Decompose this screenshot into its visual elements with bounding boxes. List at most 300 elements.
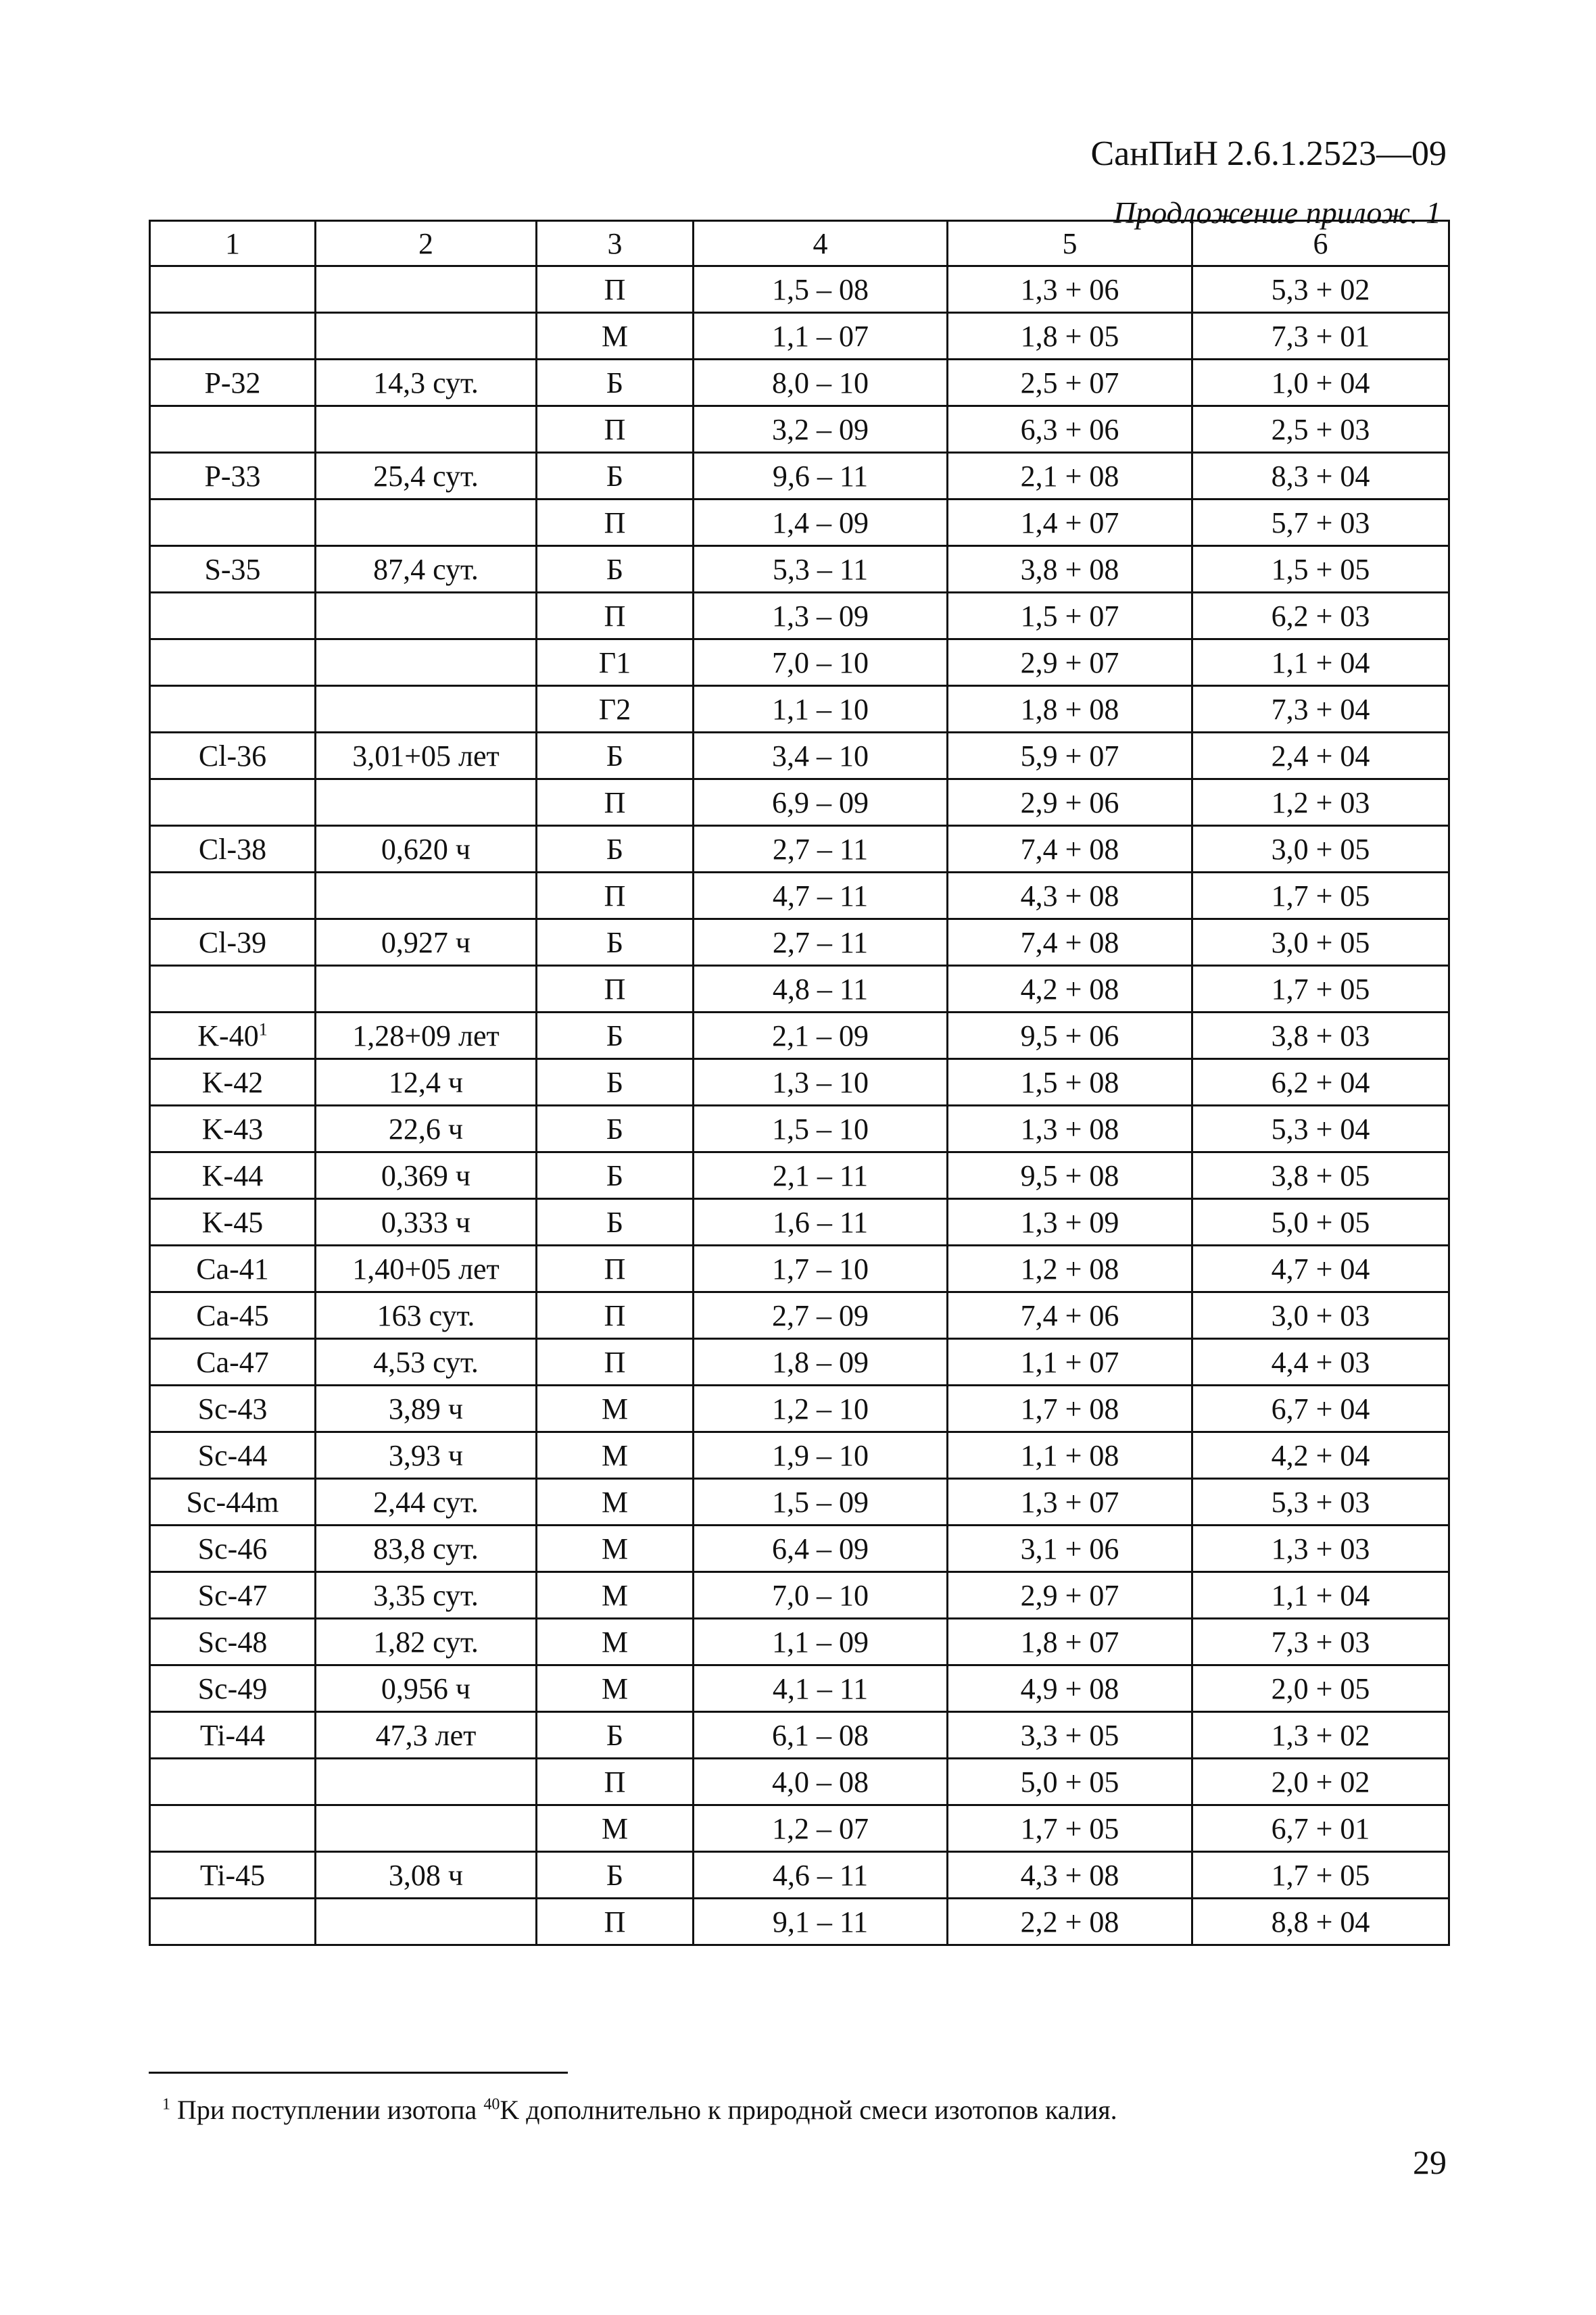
intake-type-cell [537,593,694,639]
half-life-cell-text: 87,4 сут. [373,552,479,586]
column-5-value [948,1013,1192,1059]
intake-type-cell-text: Б [606,459,624,493]
isotope-cell-text: Sc-44 [197,1438,268,1472]
half-life-cell [316,733,537,779]
column-4-value [694,1759,948,1805]
half-life-cell [316,1852,537,1899]
column-6-value [1192,1665,1449,1712]
half-life-cell-text: 3,89 ч [388,1392,464,1425]
footnote-marker: 1 [162,2095,170,2114]
column-6-value [1192,360,1449,406]
column-5-value [948,873,1192,919]
column-5-value-text: 1,2 + 08 [1020,1252,1119,1286]
isotope-cell-text: Ti-44 [199,1718,266,1752]
column-6-value-text: 2,5 + 03 [1271,412,1370,446]
isotope-cell-text: K-45 [201,1205,264,1239]
column-5-value [948,1432,1192,1479]
isotope-cell [150,1199,316,1246]
table-row [150,593,1449,639]
isotope-cell-text: Ca-41 [196,1252,269,1286]
column-5-value-text: 7,4 + 06 [1020,1298,1119,1332]
table-row [150,1572,1449,1619]
intake-type-cell-text: Б [606,1112,624,1146]
column-6-value-text: 4,7 + 04 [1271,1252,1370,1286]
column-6-value [1192,546,1449,593]
column-5-value [948,826,1192,873]
column-6-value [1192,873,1449,919]
half-life-cell-text: 0,333 ч [381,1205,471,1239]
half-life-cell [316,966,537,1013]
table-row [150,1013,1449,1059]
column-5-value [948,546,1192,593]
column-5-value-text: 1,1 + 08 [1020,1438,1119,1472]
column-5-value [948,313,1192,360]
column-4-value-text: 4,0 – 08 [772,1765,869,1799]
isotope-cell [150,1386,316,1432]
column-5-value [948,499,1192,546]
intake-type-cell [537,1292,694,1339]
isotope-cell-text: K-40 [197,1019,259,1052]
isotope-cell [150,779,316,826]
table-row [150,1712,1449,1759]
column-6-value-text: 1,7 + 05 [1271,1858,1370,1892]
column-6-value [1192,1106,1449,1152]
column-5-value-text: 2,2 + 08 [1020,1905,1119,1939]
column-6-value [1192,826,1449,873]
isotope-cell [150,1432,316,1479]
column-6-value [1192,1759,1449,1805]
column-6-value-text: 2,0 + 05 [1271,1672,1370,1705]
column-4-value-text: 2,7 – 09 [772,1298,869,1332]
column-6-value [1192,1059,1449,1106]
table-body [150,266,1449,1945]
half-life-cell-text: 163 сут. [377,1298,475,1332]
intake-type-cell-text: П [604,599,626,633]
intake-type-cell-text: Б [606,925,624,959]
column-4-value-text: 1,4 – 09 [772,506,869,539]
intake-type-cell-text: Г1 [598,645,631,679]
isotope-cell-text: K-44 [201,1159,264,1192]
column-6-value [1192,919,1449,966]
isotope-cell [150,1572,316,1619]
intake-type-cell-text: Б [606,739,624,773]
column-5-value-text: 6,3 + 06 [1020,412,1119,446]
column-5-value-text: 4,3 + 08 [1020,879,1119,912]
isotope-cell [150,1526,316,1572]
isotope-cell [150,966,316,1013]
intake-type-cell [537,1199,694,1246]
column-4-value-text: 1,1 – 07 [772,319,869,353]
intake-type-cell-text: М [601,1392,629,1425]
column-6-value-text: 2,0 + 02 [1271,1765,1370,1799]
column-5-value-text: 1,4 + 07 [1020,506,1119,539]
half-life-cell-text: 0,620 ч [381,832,471,866]
document-code: СанПиН 2.6.1.2523—09 [1090,135,1447,173]
column-6-value [1192,966,1449,1013]
half-life-cell [316,1805,537,1852]
intake-type-cell-text: Б [606,1718,624,1752]
intake-type-cell-text: Г2 [598,692,631,726]
table-row [150,1665,1449,1712]
column-6-value-text: 3,0 + 05 [1271,925,1370,959]
half-life-cell [316,1759,537,1805]
isotope-cell-text: P-33 [204,459,261,493]
intake-type-cell [537,266,694,313]
column-4-value [694,1665,948,1712]
column-5-value-text: 3,1 + 06 [1020,1532,1119,1565]
column-4-value-text: 1,9 – 10 [772,1438,869,1472]
intake-type-cell [537,966,694,1013]
column-5-value [948,919,1192,966]
isotope-cell-text: S-35 [204,552,261,586]
table-row [150,1759,1449,1805]
column-4-value-text: 6,4 – 09 [772,1532,869,1565]
column-4-value-text: 2,1 – 11 [772,1159,869,1192]
column-4-value-text: 1,3 – 09 [772,599,869,633]
isotope-cell-text: Ca-45 [196,1298,269,1332]
table-row [150,1106,1449,1152]
isotope-cell-text: Ti-45 [199,1858,266,1892]
column-5-value [948,1152,1192,1199]
column-4-value-text: 1,2 – 10 [772,1392,869,1425]
radionuclide-table [149,220,1450,1946]
half-life-cell [316,873,537,919]
isotope-cell [150,1759,316,1805]
column-6-value-text: 3,0 + 05 [1271,832,1370,866]
column-4-value [694,593,948,639]
column-5-value-text: 7,4 + 08 [1020,832,1119,866]
intake-type-cell [537,313,694,360]
half-life-cell [316,639,537,686]
column-4-value [694,360,948,406]
half-life-cell [316,499,537,546]
half-life-cell [316,593,537,639]
isotope-cell [150,733,316,779]
intake-type-cell-text: П [604,879,626,912]
column-6-value-text: 1,3 + 03 [1271,1532,1370,1565]
intake-type-cell-text: П [604,412,626,446]
half-life-cell [316,1292,537,1339]
table-row [150,406,1449,453]
column-5-value [948,360,1192,406]
half-life-cell-text: 25,4 сут. [373,459,479,493]
column-4-value [694,1526,948,1572]
isotope-cell [150,593,316,639]
column-5-value-text: 1,8 + 08 [1020,692,1119,726]
column-4-value [694,826,948,873]
column-4-value-text: 1,8 – 09 [772,1345,869,1379]
half-life-cell-text: 0,369 ч [381,1159,471,1192]
column-4-value [694,733,948,779]
column-6-value [1192,1852,1449,1899]
intake-type-cell-text: Б [606,1205,624,1239]
isotope-cell [150,1106,316,1152]
intake-type-cell [537,826,694,873]
column-6-value [1192,686,1449,733]
isotope-cell-text: Sc-48 [197,1625,268,1659]
intake-type-cell [537,1852,694,1899]
column-5-value-text: 9,5 + 08 [1020,1159,1119,1192]
column-4-value-text: 6,1 – 08 [772,1718,869,1752]
column-4-value [694,1899,948,1945]
half-life-cell [316,1526,537,1572]
intake-type-cell [537,546,694,593]
column-header-4: 4 [694,221,948,266]
column-6-value-text: 5,3 + 03 [1271,1485,1370,1519]
column-5-value [948,1665,1192,1712]
column-6-value-text: 1,2 + 03 [1271,785,1370,819]
half-life-cell [316,453,537,499]
column-6-value [1192,1013,1449,1059]
intake-type-cell-text: П [604,1765,626,1799]
isotope-cell [150,1013,316,1059]
table-row [150,1526,1449,1572]
column-4-value-text: 1,1 – 09 [772,1625,869,1659]
column-5-value-text: 2,9 + 07 [1020,645,1119,679]
table-row [150,1899,1449,1945]
column-5-value [948,1619,1192,1665]
table-row [150,1805,1449,1852]
column-5-value-text: 1,5 + 07 [1020,599,1119,633]
column-4-value-text: 1,1 – 10 [772,692,869,726]
column-5-value [948,453,1192,499]
column-5-value-text: 3,3 + 05 [1020,1718,1119,1752]
table-row [150,733,1449,779]
column-6-value [1192,1339,1449,1386]
column-5-value [948,1386,1192,1432]
column-5-value [948,1899,1192,1945]
column-4-value-text: 1,5 – 08 [772,272,869,306]
column-6-value [1192,453,1449,499]
half-life-cell [316,1339,537,1386]
intake-type-cell [537,1665,694,1712]
isotope-cell-text: Sc-47 [197,1578,268,1612]
half-life-cell [316,1432,537,1479]
half-life-cell-text: 47,3 лет [375,1718,477,1752]
intake-type-cell-text: М [601,1438,629,1472]
column-4-value [694,1339,948,1386]
half-life-cell [316,1386,537,1432]
column-4-value [694,686,948,733]
isotope-cell [150,1152,316,1199]
column-5-value [948,1759,1192,1805]
isotope-cell-text: Sc-44m [186,1485,279,1519]
isotope-cell [150,1712,316,1759]
column-5-value-text: 1,3 + 08 [1020,1112,1119,1146]
intake-type-cell-text: П [604,785,626,819]
column-4-value [694,966,948,1013]
half-life-cell [316,1199,537,1246]
intake-type-cell [537,1619,694,1665]
column-6-value-text: 1,5 + 05 [1271,552,1370,586]
table-row [150,1152,1449,1199]
column-4-value [694,1059,948,1106]
column-4-value-text: 1,7 – 10 [772,1252,869,1286]
column-6-value-text: 5,0 + 05 [1271,1205,1370,1239]
column-4-value [694,779,948,826]
footnote-isotope-mass: 40 [483,2095,500,2114]
intake-type-cell-text: Б [606,832,624,866]
isotope-cell-text: Cl-36 [198,739,267,773]
column-5-value-text: 1,3 + 07 [1020,1485,1119,1519]
column-6-value [1192,406,1449,453]
column-4-value-text: 9,1 – 11 [772,1905,869,1939]
column-5-value [948,1059,1192,1106]
table-row [150,546,1449,593]
column-5-value [948,406,1192,453]
intake-type-cell [537,1899,694,1945]
half-life-cell [316,1059,537,1106]
intake-type-cell-text: М [601,1578,629,1612]
intake-type-cell [537,1572,694,1619]
column-5-value [948,733,1192,779]
half-life-cell [316,1152,537,1199]
intake-type-cell [537,1106,694,1152]
half-life-cell [316,546,537,593]
column-6-value-text: 3,0 + 03 [1271,1298,1370,1332]
table-row [150,266,1449,313]
table-continuation-caption: Продложение прилож. 1 [1113,195,1441,230]
column-4-value-text: 1,3 – 10 [772,1065,869,1099]
intake-type-cell-text: Б [606,366,624,399]
half-life-cell-text: 12,4 ч [388,1065,464,1099]
table-row [150,1339,1449,1386]
column-4-value [694,453,948,499]
column-4-value [694,1432,948,1479]
table-row [150,639,1449,686]
intake-type-cell-text: М [601,1485,629,1519]
column-5-value [948,1479,1192,1526]
column-6-value [1192,1899,1449,1945]
column-5-value-text: 5,0 + 05 [1020,1765,1119,1799]
half-life-cell [316,406,537,453]
isotope-cell [150,686,316,733]
intake-type-cell [537,1013,694,1059]
isotope-cell [150,453,316,499]
column-4-value [694,919,948,966]
column-5-value [948,1292,1192,1339]
intake-type-cell [537,873,694,919]
isotope-cell [150,1292,316,1339]
column-5-value-text: 7,4 + 08 [1020,925,1119,959]
column-5-value-text: 5,9 + 07 [1020,739,1119,773]
half-life-cell-text: 3,35 сут. [373,1578,479,1612]
half-life-cell-text: 1,82 сут. [373,1625,479,1659]
column-5-value-text: 1,8 + 05 [1020,319,1119,353]
column-6-value-text: 1,1 + 04 [1271,645,1370,679]
half-life-cell [316,1246,537,1292]
column-5-value-text: 1,7 + 08 [1020,1392,1119,1425]
column-4-value-text: 2,1 – 09 [772,1019,869,1052]
intake-type-cell-text: П [604,272,626,306]
intake-type-cell [537,1152,694,1199]
intake-type-cell-text: Б [606,1019,624,1052]
column-6-value-text: 6,2 + 03 [1271,599,1370,633]
isotope-cell-text: Sc-46 [197,1532,268,1565]
footnote-reference: 1 [258,1019,268,1039]
table-row [150,826,1449,873]
column-4-value-text: 1,6 – 11 [772,1205,869,1239]
column-5-value-text: 1,8 + 07 [1020,1625,1119,1659]
table-row [150,1292,1449,1339]
isotope-cell-text: K-43 [201,1112,264,1146]
isotope-cell [150,826,316,873]
column-5-value [948,639,1192,686]
half-life-cell [316,1572,537,1619]
column-5-value [948,266,1192,313]
column-5-value-text: 2,5 + 07 [1020,366,1119,399]
column-4-value [694,1805,948,1852]
table-row [150,360,1449,406]
isotope-cell-text: Sc-49 [197,1672,268,1705]
column-6-value [1192,639,1449,686]
column-4-value [694,1152,948,1199]
column-6-value [1192,1199,1449,1246]
table-row [150,966,1449,1013]
column-5-value [948,779,1192,826]
column-4-value-text: 2,7 – 11 [772,832,869,866]
column-4-value [694,1619,948,1665]
column-5-value-text: 9,5 + 06 [1020,1019,1119,1052]
column-4-value-text: 4,1 – 11 [772,1672,869,1705]
column-6-value [1192,1619,1449,1665]
column-4-value-text: 2,7 – 11 [772,925,869,959]
intake-type-cell-text: М [601,1625,629,1659]
column-4-value [694,266,948,313]
column-6-value-text: 5,7 + 03 [1271,506,1370,539]
half-life-cell-text: 3,93 ч [388,1438,464,1472]
column-6-value-text: 8,8 + 04 [1271,1905,1370,1939]
column-6-value [1192,1292,1449,1339]
half-life-cell-text: 4,53 сут. [373,1345,479,1379]
column-6-value-text: 3,8 + 03 [1271,1019,1370,1052]
intake-type-cell-text: М [601,319,629,353]
column-header-6: 6 [1192,221,1449,266]
half-life-cell-text: 22,6 ч [388,1112,464,1146]
isotope-cell [150,1479,316,1526]
intake-type-cell-text: М [601,1672,629,1705]
column-5-value-text: 1,7 + 05 [1020,1811,1119,1845]
half-life-cell [316,313,537,360]
isotope-cell-text: Cl-39 [198,925,267,959]
column-6-value-text: 5,3 + 04 [1271,1112,1370,1146]
column-6-value-text: 6,7 + 04 [1271,1392,1370,1425]
isotope-cell-text: Cl-38 [198,832,267,866]
column-4-value [694,499,948,546]
column-4-value [694,546,948,593]
column-4-value-text: 7,0 – 10 [772,1578,869,1612]
column-6-value-text: 4,4 + 03 [1271,1345,1370,1379]
column-4-value-text: 3,2 – 09 [772,412,869,446]
half-life-cell-text: 14,3 сут. [373,366,479,399]
column-6-value-text: 1,3 + 02 [1271,1718,1370,1752]
column-4-value-text: 4,6 – 11 [772,1858,869,1892]
column-5-value [948,593,1192,639]
column-header-3: 3 [537,221,694,266]
intake-type-cell-text: П [604,1345,626,1379]
half-life-cell [316,826,537,873]
isotope-cell-text: Sc-43 [197,1392,268,1425]
intake-type-cell [537,1759,694,1805]
half-life-cell-text: 0,927 ч [381,925,471,959]
column-4-value [694,873,948,919]
column-5-value-text: 3,8 + 08 [1020,552,1119,586]
intake-type-cell [537,453,694,499]
intake-type-cell-text: М [601,1532,629,1565]
column-6-value [1192,1526,1449,1572]
intake-type-cell [537,639,694,686]
table-row [150,499,1449,546]
